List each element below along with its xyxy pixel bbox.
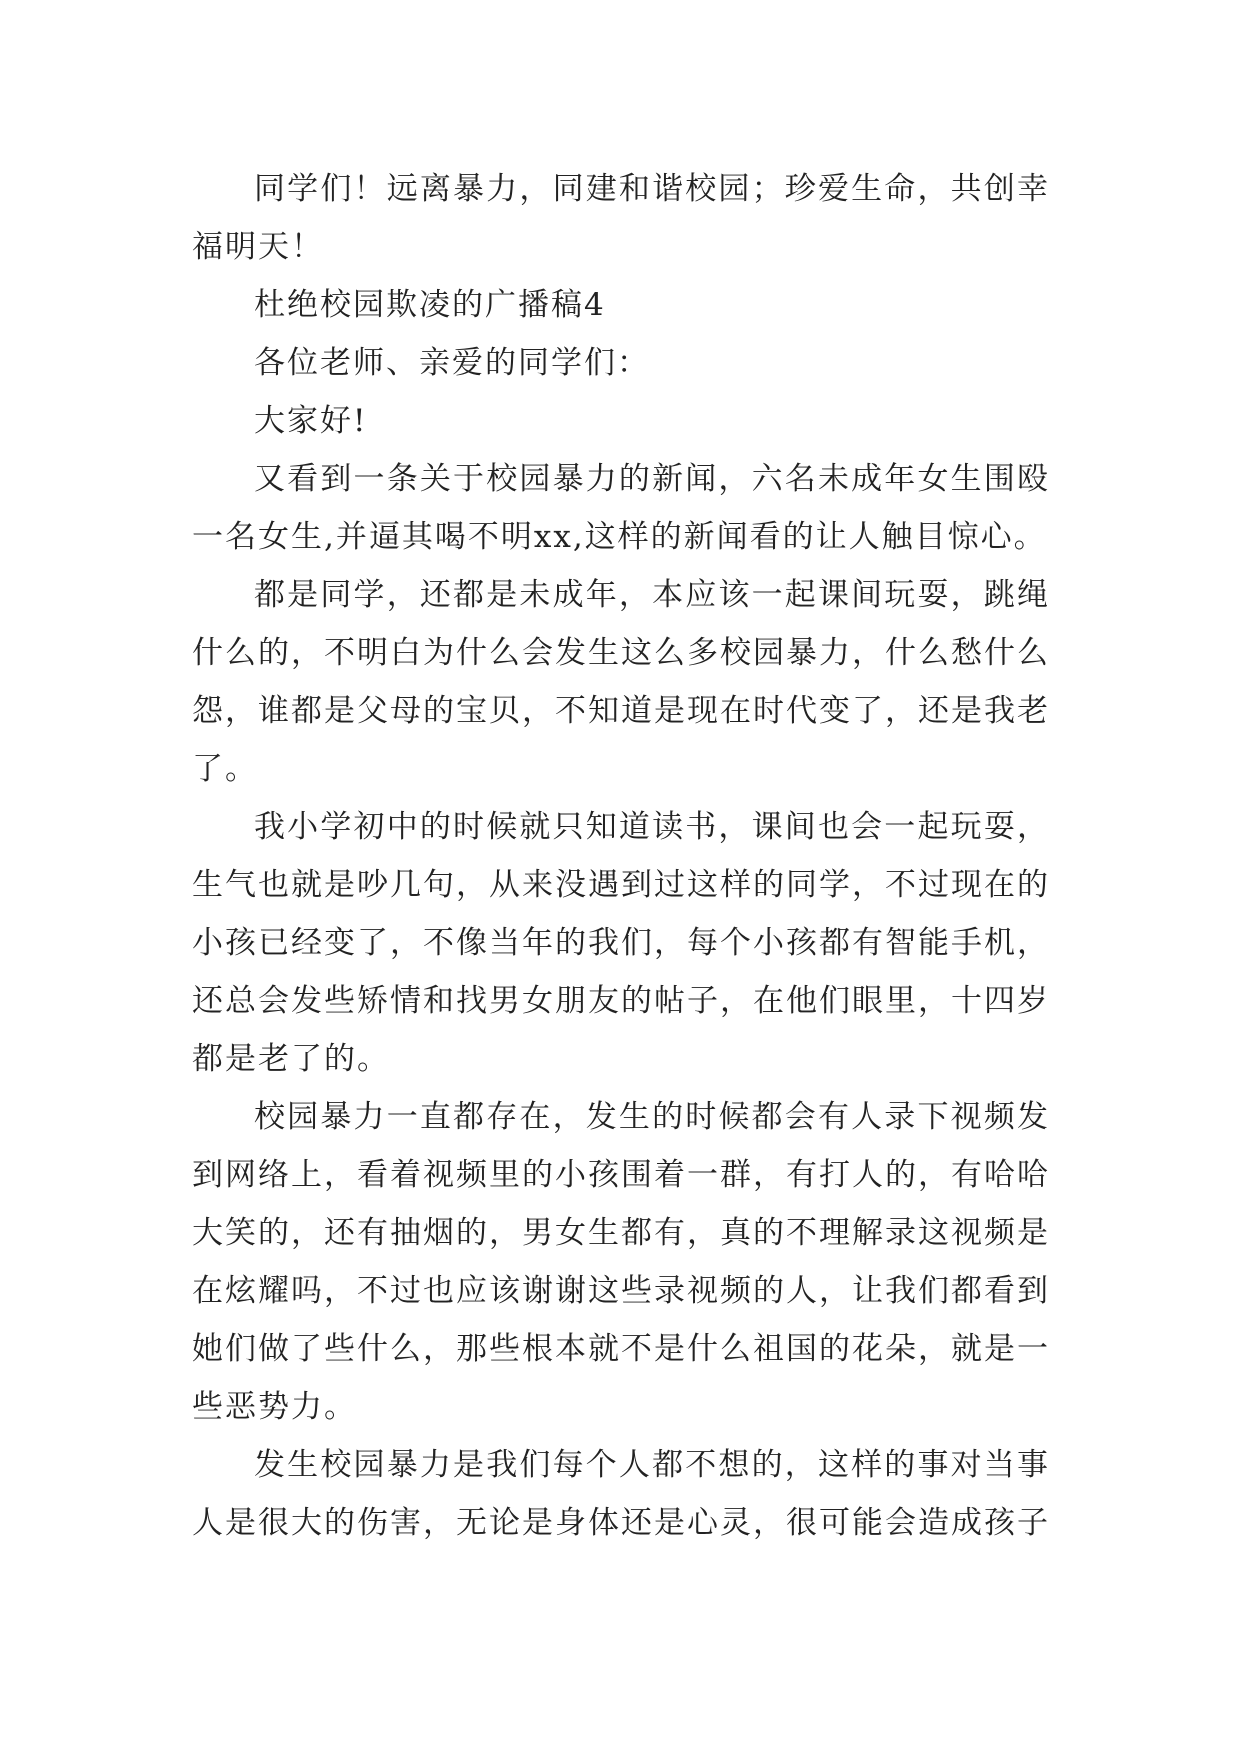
paragraph-classmates: 都是同学，还都是未成年，本应该一起课间玩耍，跳绳什么的，不明白为什么会发生这么多校园暴力，什么愁什么怨，谁都是父母的宝贝，不知道是现在时代变了，还是我老了。: [192, 577, 1050, 787]
section-title: 杜绝校园欺凌的广播稿4: [254, 287, 606, 323]
paragraph-news: 又看到一条关于校园暴力的新闻，六名未成年女生围殴一名女生,并逼其喝不明xx,这样的新闻看的让人触目惊心。: [192, 461, 1050, 555]
salutation: 各位老师、亲爱的同学们：: [254, 345, 650, 381]
paragraph-closing-slogan: 同学们！远离暴力，同建和谐校园；珍爱生命，共创幸福明天！: [192, 171, 1050, 265]
document-body: [192, 160, 1050, 1552]
paragraph-videos: 校园暴力一直都存在，发生的时候都会有人录下视频发到网络上，看着视频里的小孩围着一群，有打人的，有哈哈大笑的，还有抽烟的，男女生都有，真的不理解录这视频是在炫耀吗，不过也应该谢谢这些录视频的人，让我们都看到她们做了些什么，那些根本就不是什么祖国的花朵，就是一些恶势力。: [192, 1099, 1050, 1425]
greeting: 大家好!: [254, 403, 368, 439]
paragraph-harm: 发生校园暴力是我们每个人都不想的，这样的事对当事人是很大的伤害，无论是身体还是心灵，很可能会造成孩子: [192, 1447, 1050, 1541]
paragraph-childhood: 我小学初中的时候就只知道读书，课间也会一起玩耍，生气也就是吵几句，从来没遇到过这样的同学，不过现在的小孩已经变了，不像当年的我们，每个小孩都有智能手机，还总会发些矫情和找男女朋友的帖子，在他们眼里，十四岁都是老了的。: [192, 809, 1050, 1077]
